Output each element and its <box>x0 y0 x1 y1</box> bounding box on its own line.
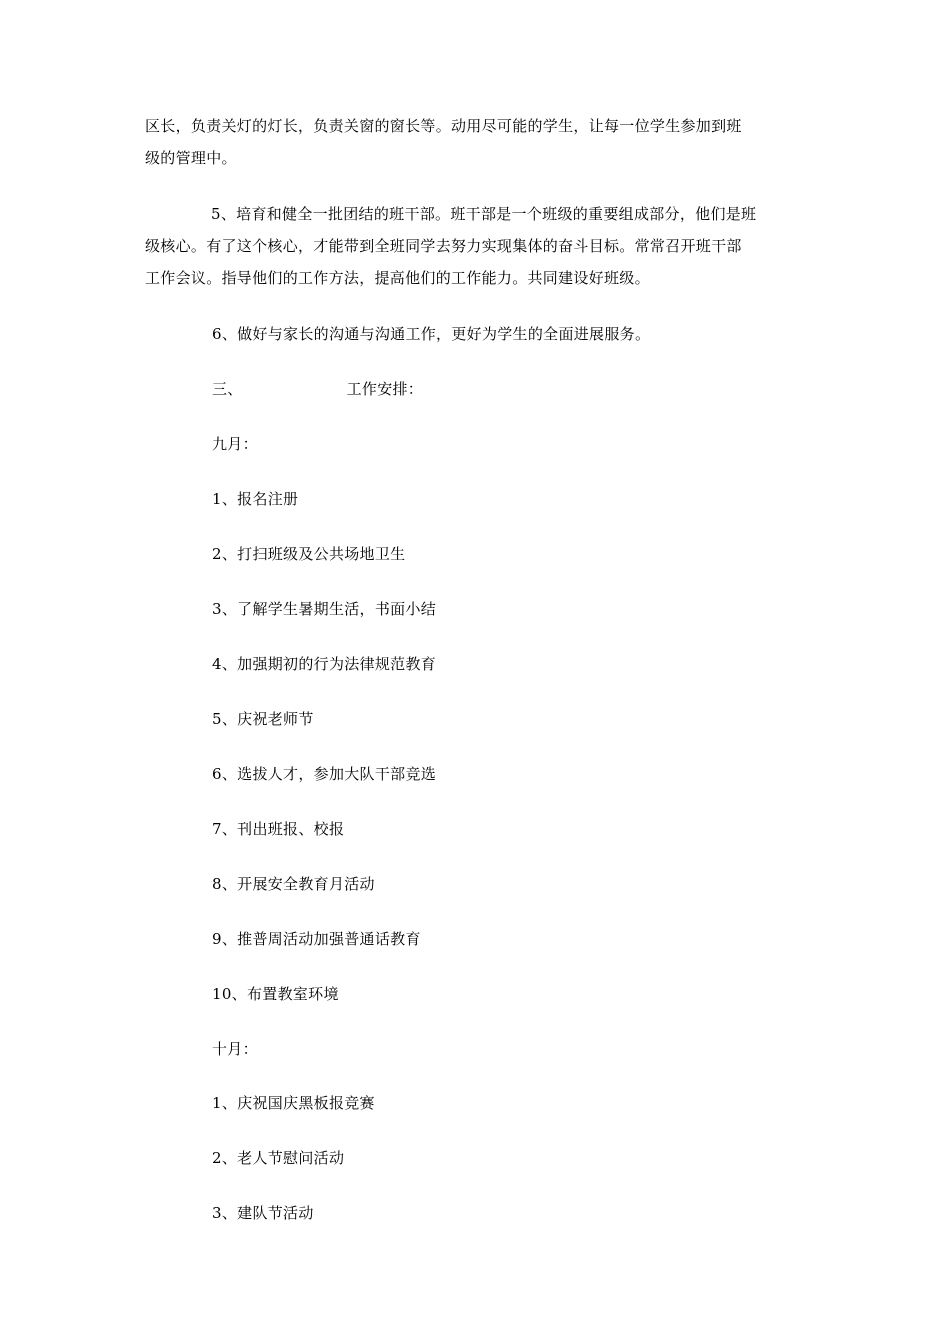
list-item: 2、打扫班级及公共场地卫生 <box>212 545 406 563</box>
list-item: 6、选拔人才，参加大队干部竞选 <box>212 765 437 783</box>
list-item: 4、加强期初的行为法律规范教育 <box>212 655 437 673</box>
text-line: 5、培育和健全一批团结的班干部。班干部是一个班级的重要组成部分，他们是班 <box>211 205 757 223</box>
list-item: 2、老人节慰问活动 <box>212 1149 345 1167</box>
section-heading <box>212 377 423 401</box>
text-line: 级的管理中。 <box>145 149 237 167</box>
paragraph-6: 6、做好与家长的沟通与沟通工作，更好为学生的全面进展服务。 <box>212 325 651 343</box>
text-line: 区长，负责关灯的灯长，负责关窗的窗长等。动用尽可能的学生，让每一位学生参加到班 <box>145 117 742 135</box>
list-item: 7、刊出班报、校报 <box>212 820 345 838</box>
list-item: 10、布置教室环境 <box>212 985 339 1003</box>
text-line: 级核心。有了这个核心，才能带到全班同学去努力实现集体的奋斗目标。常常召开班干部 <box>145 237 742 255</box>
list-item: 1、报名注册 <box>212 490 299 508</box>
month-label-september: 九月： <box>212 435 258 453</box>
section-title: 工作安排： <box>346 380 424 398</box>
list-item: 3、了解学生暑期生活，书面小结 <box>212 600 437 618</box>
list-item: 5、庆祝老师节 <box>212 710 314 728</box>
list-item: 1、庆祝国庆黑板报竞赛 <box>212 1094 375 1112</box>
text-line: 工作会议。指导他们的工作方法，提高他们的工作能力。共同建设好班级。 <box>145 269 650 287</box>
list-item: 9、推普周活动加强普通话教育 <box>212 930 421 948</box>
section-number: 三、 <box>212 380 243 398</box>
month-label-october: 十月： <box>212 1040 258 1058</box>
paragraph-continued <box>145 110 805 174</box>
list-item: 8、开展安全教育月活动 <box>212 875 375 893</box>
list-item: 3、建队节活动 <box>212 1204 314 1222</box>
paragraph-5 <box>145 198 805 294</box>
